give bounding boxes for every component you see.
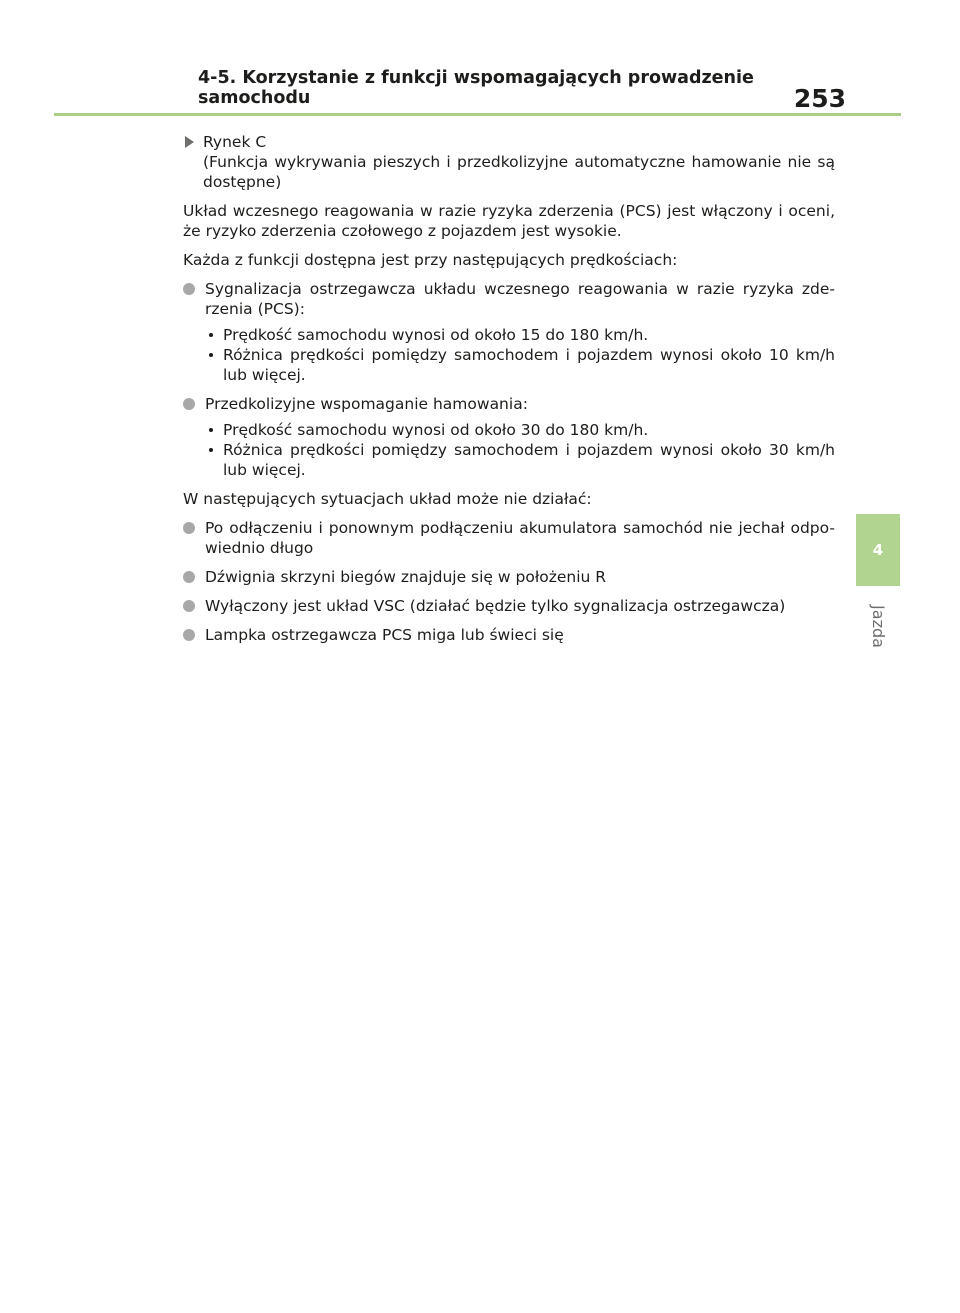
condition-item [183,596,835,616]
page-number: 253 [793,84,846,113]
condition-item [183,625,835,645]
chapter-label [850,594,906,658]
chapter-number: 4 [872,541,884,559]
chapter-name: Jazda [868,604,888,648]
market-heading [183,132,835,152]
bullet-dot-icon [183,600,195,612]
condition-text: Po odłączeniu i ponownym podłączeniu akumulatora samochód nie jechał odpo-wiednio długo [205,519,835,557]
function-title: Przedkolizyjne wspomaganie hamowania: [205,395,528,413]
condition-text: Wyłączony jest układ VSC (działać będzie tylko sygnalizacja ostrzegawcza) [205,597,786,615]
speed-condition-text: Różnica prędkości pomiędzy samochodem i pojazdem wynosi około 30 km/h lub więcej. [223,441,835,479]
function-item [183,394,835,414]
bullet-dot-icon [183,398,195,410]
arrow-right-icon [185,136,194,148]
function-title: Sygnalizacja ostrzegawcza układu wczesnego reagowania w razie ryzyka zde-rzenia (PCS): [205,280,835,318]
bullet-dot-icon [183,283,195,295]
small-bullet-icon [209,333,213,337]
speed-condition-text: Prędkość samochodu wynosi od około 15 do 180 km/h. [223,326,649,344]
chapter-tab [856,514,900,586]
paragraph: W następujących sytuacjach układ może nie działać: [183,490,592,508]
condition-text: Dźwignia skrzyni biegów znajduje się w położeniu R [205,568,607,586]
speed-condition [183,440,835,480]
paragraph: Każda z funkcji dostępna jest przy następujących prędkościach: [183,251,678,269]
paragraph: Układ wczesnego reagowania w razie ryzyka zderzenia (PCS) jest włączony i oceni, że ryzyko zderzenia czołowego z pojazdem jest wysokie. [183,202,835,240]
header-rule [54,113,901,116]
market-label: Rynek C [203,133,267,151]
bullet-dot-icon [183,629,195,641]
small-bullet-icon [209,353,213,357]
speed-condition-text: Różnica prędkości pomiędzy samochodem i pojazdem wynosi około 10 km/h lub więcej. [223,346,835,384]
small-bullet-icon [209,448,213,452]
bullet-dot-icon [183,571,195,583]
page-header [198,68,846,113]
small-bullet-icon [209,428,213,432]
speed-condition [183,345,835,385]
bullet-dot-icon [183,522,195,534]
page-content [183,132,835,645]
section-title: 4-5. Korzystanie z funkcji wspomagających prowadzenie samochodu [198,68,754,108]
speed-condition-text: Prędkość samochodu wynosi od około 30 do 180 km/h. [223,421,649,439]
function-item [183,279,835,319]
market-note: (Funkcja wykrywania pieszych i przedkolizyjne automatyczne hamowanie nie są dostępne) [203,153,835,191]
condition-item [183,518,835,558]
condition-text: Lampka ostrzegawcza PCS miga lub świeci się [205,626,564,644]
condition-item [183,567,835,587]
speed-condition [183,420,835,440]
speed-condition [183,325,835,345]
